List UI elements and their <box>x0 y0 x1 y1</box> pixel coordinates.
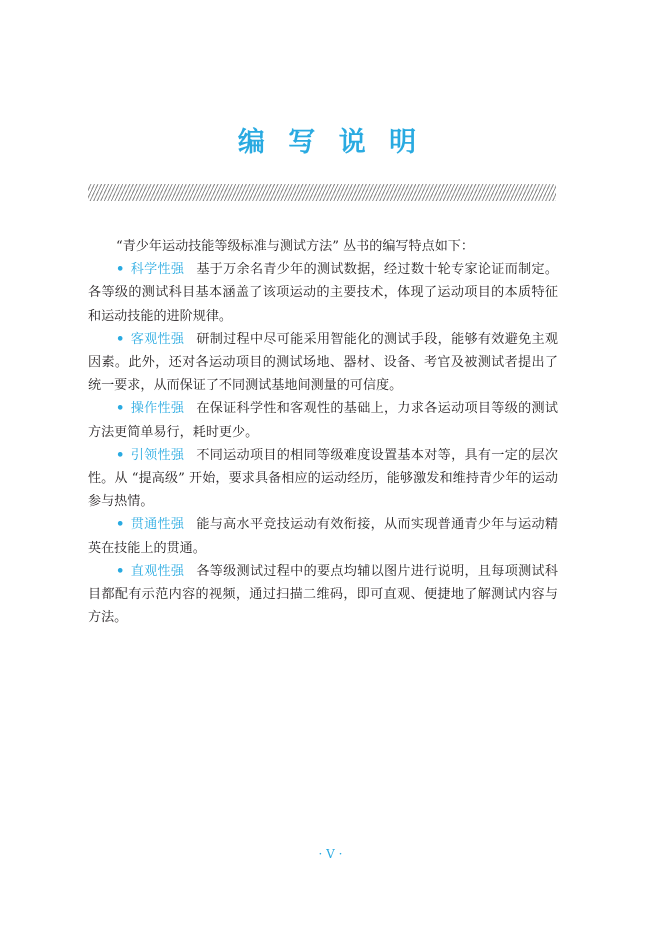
feature-text: 在保证科学性和客观性的基础上，力求各运动项目等级的测试方法更简单易行，耗时更少。 <box>88 401 559 440</box>
intro-paragraph: “青少年运动技能等级标准与测试方法” 丛书的编写特点如下： <box>116 239 474 254</box>
feature-item-connected <box>88 513 558 559</box>
content-body <box>88 235 558 629</box>
feature-item-operable <box>88 397 558 443</box>
page-title: 编 写 说 明 <box>237 127 424 158</box>
feature-term: 引领性强 <box>130 447 185 463</box>
feature-term: 客观性强 <box>130 331 185 347</box>
feature-term: 直观性强 <box>130 563 185 579</box>
hatched-divider <box>88 184 556 201</box>
feature-text: 研制过程中尽可能采用智能化的测试手段，能够有效避免主观因素。此外，还对各运动项目的测试场地、器材、设备、考官及被测试者提出了统一要求，从而保证了不同测试基地间测量的可信度。 <box>88 331 559 394</box>
feature-text: 各等级测试过程中的要点均辅以图片进行说明，且每项测试科目都配有示范内容的视频，通过扫描二维码，即可直观、便捷地了解测试内容与方法。 <box>88 563 559 626</box>
bullet-icon: • <box>116 262 125 278</box>
bullet-icon: • <box>116 447 125 463</box>
feature-item-scientific <box>88 258 558 328</box>
feature-item-leading <box>88 444 558 514</box>
feature-text: 基于万余名青少年的测试数据，经过数十轮专家论证而制定。各等级的测试科目基本涵盖了该项运动的主要技术，体现了运动项目的本质特征和运动技能的进阶规律。 <box>88 262 559 324</box>
bullet-icon: • <box>116 331 125 347</box>
feature-text: 能与高水平竞技运动有效衔接，从而实现普通青少年与运动精英在技能上的贯通。 <box>88 517 559 556</box>
bullet-icon: • <box>116 563 125 579</box>
feature-term: 科学性强 <box>130 262 185 278</box>
feature-term: 操作性强 <box>130 401 185 417</box>
page-number: · V · <box>318 847 343 861</box>
bullet-icon: • <box>116 517 125 533</box>
feature-term: 贯通性强 <box>130 517 185 533</box>
feature-item-intuitive <box>88 560 558 630</box>
feature-item-objective <box>88 328 558 398</box>
bullet-icon: • <box>116 401 125 417</box>
feature-text: 不同运动项目的相同等级难度设置基本对等，具有一定的层次性。从 “提高级” 开始，要求具备相应的运动经历，能够激发和维持青少年的运动参与热情。 <box>88 447 559 510</box>
